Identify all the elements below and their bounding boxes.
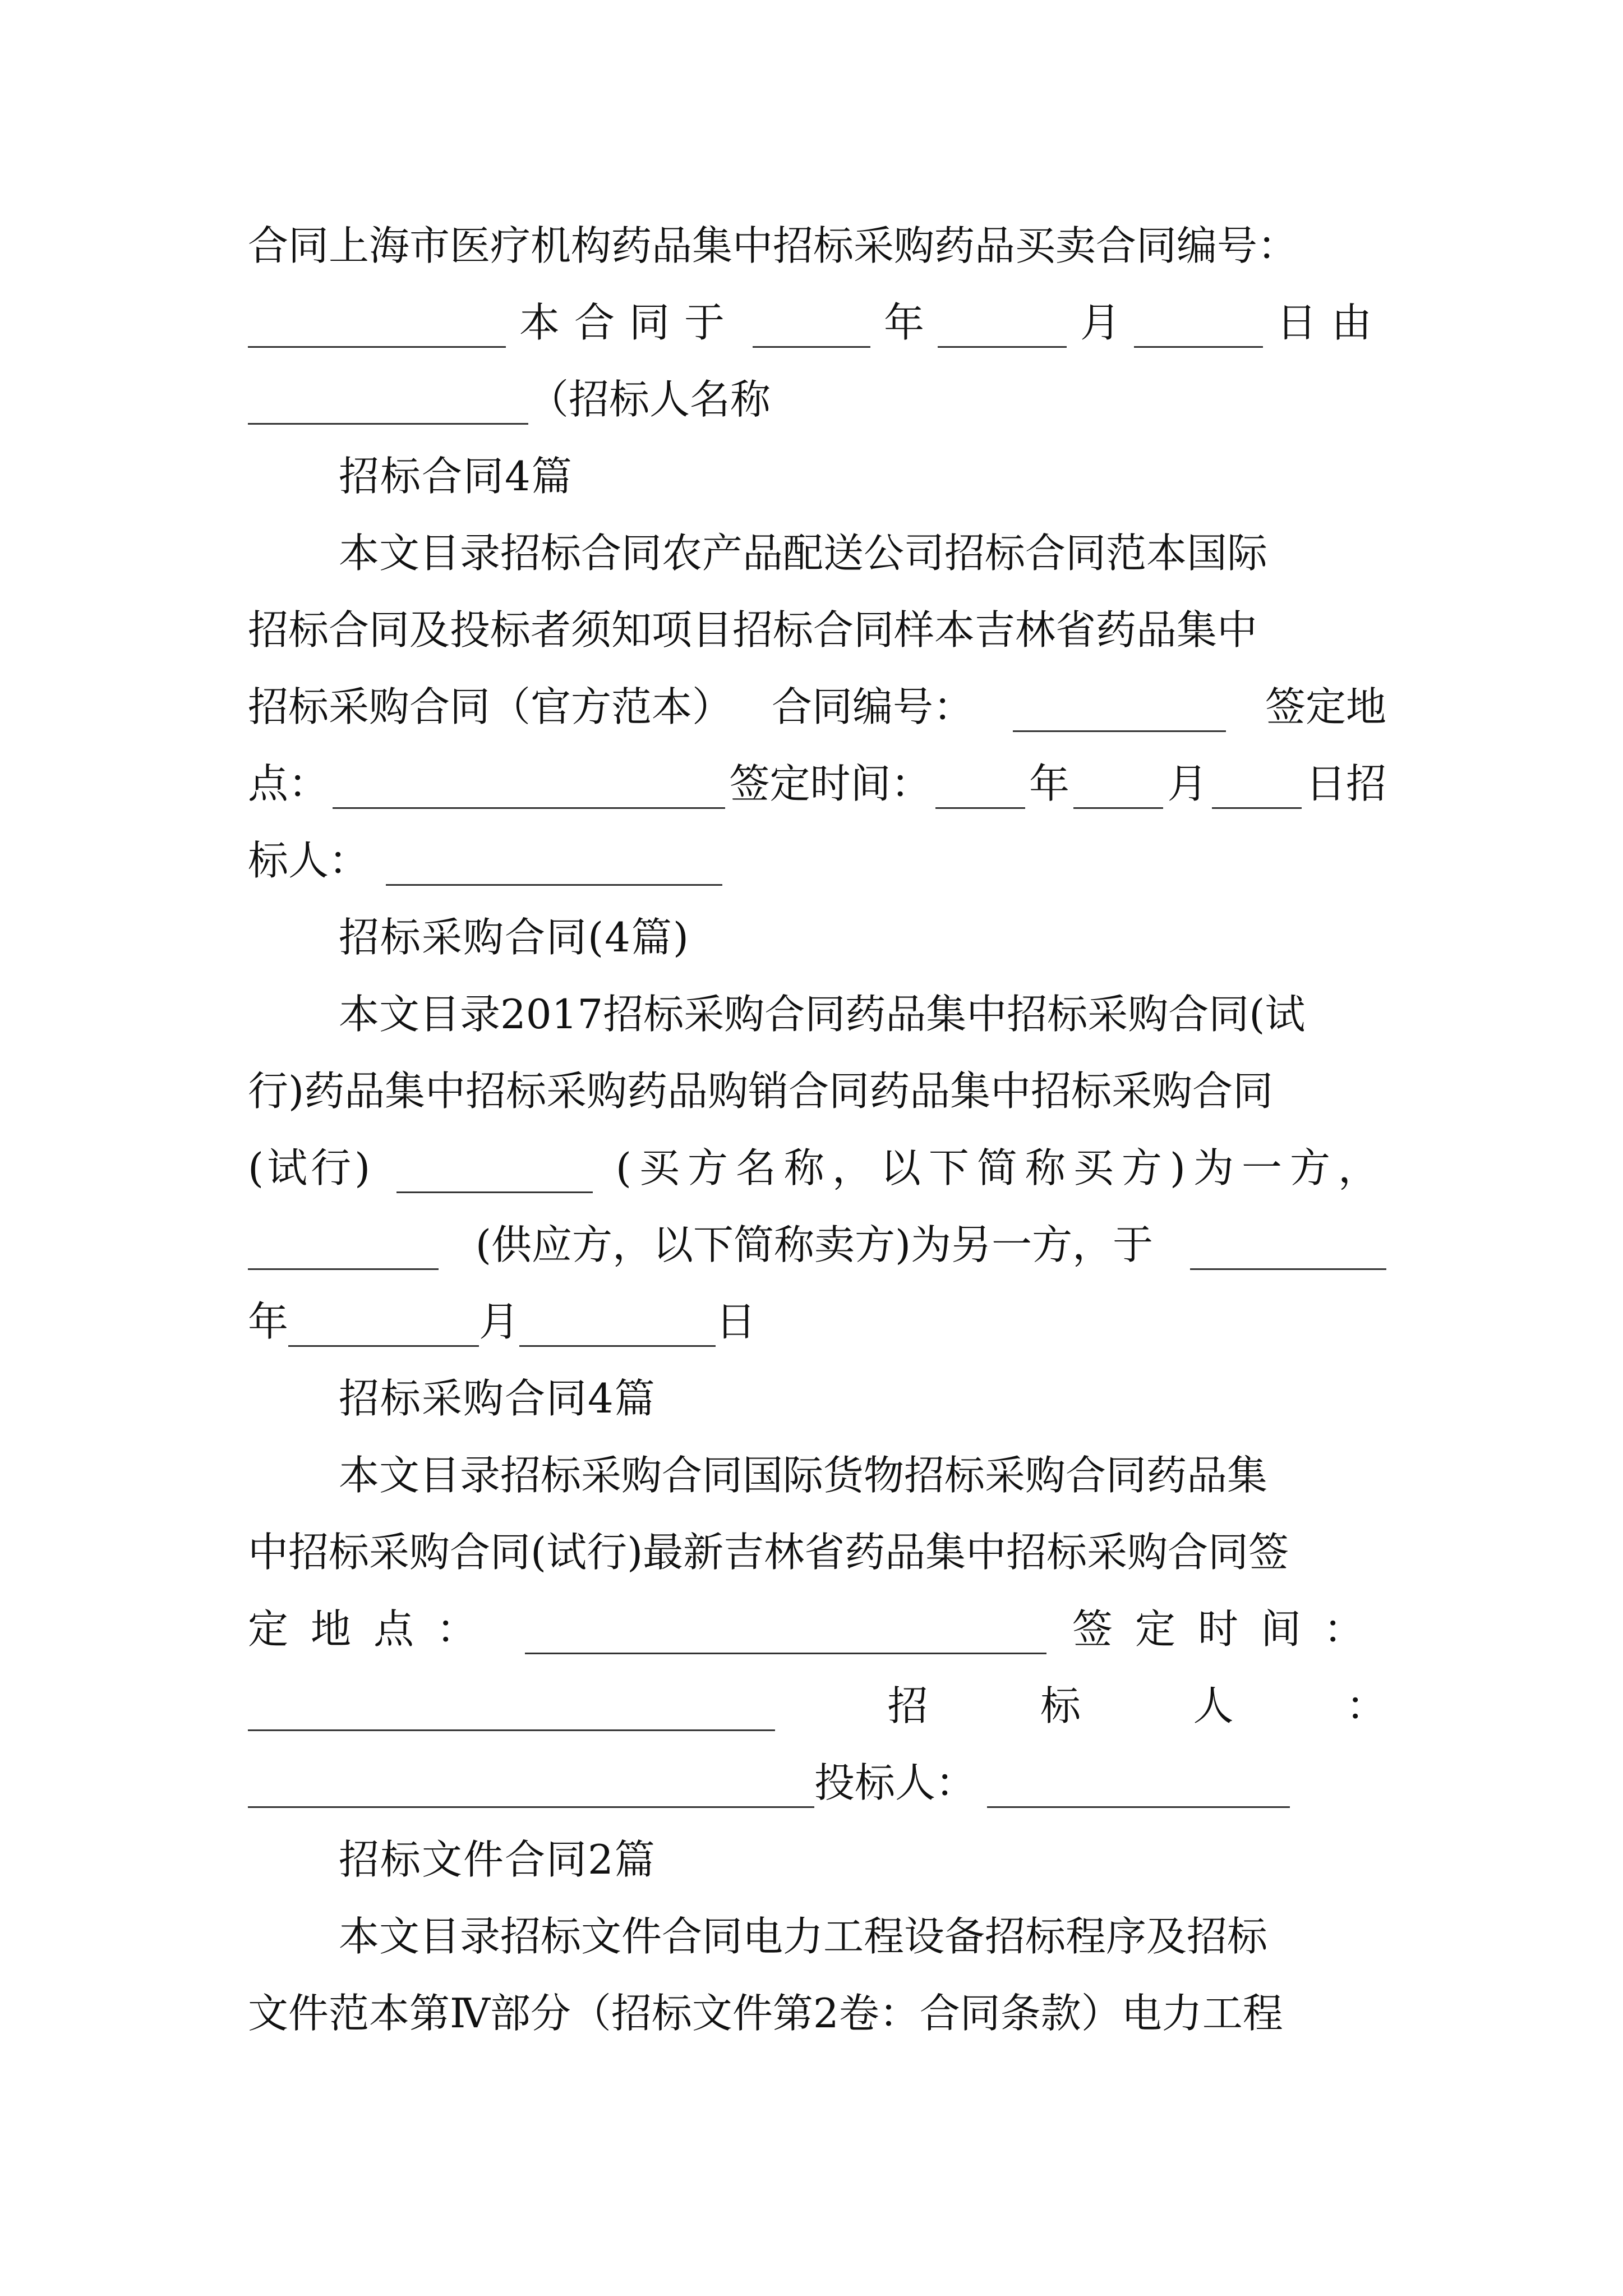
text-fragment: 人 <box>1193 1682 1234 1729</box>
blank-line <box>248 1220 439 1270</box>
paragraph-line <box>248 1743 1386 1822</box>
text-fragment: (供应方，以下简称卖方)为另一方，于 <box>475 1221 1154 1268</box>
text-fragment: 投标人： <box>814 1759 976 1806</box>
section-heading: 招标采购合同(4篇) <box>339 914 690 961</box>
paragraph-line: 行)药品集中招标采购药品购销合同药品集中招标采购合同 <box>248 1068 1274 1115</box>
blank-line <box>1134 298 1263 348</box>
blank-line <box>987 1758 1290 1808</box>
blank-line <box>248 1758 814 1808</box>
blank-line <box>519 1297 716 1347</box>
paragraph-line: 招标合同及投标者须知项目招标合同样本吉林省药品集中 <box>248 606 1258 654</box>
paragraph-line: 中招标采购合同(试行)最新吉林省药品集中招标采购合同签 <box>248 1529 1289 1576</box>
paragraph-line <box>248 821 1386 900</box>
text-line <box>248 360 1386 439</box>
section-heading: 招标采购合同4篇 <box>339 1375 656 1422</box>
paragraph-line <box>248 1129 1386 1207</box>
text-fragment: 本合同于 <box>519 299 739 346</box>
text-fragment: （招标人名称 <box>528 376 771 423</box>
paragraph-line <box>248 668 1386 746</box>
paragraph-line <box>248 1282 1386 1361</box>
text-fragment: (买方名称，以下简称买方)为一方， <box>615 1144 1386 1191</box>
blank-line <box>333 759 725 809</box>
blank-line <box>938 298 1067 348</box>
paragraph-line <box>248 1590 1386 1668</box>
paragraph-line: 本文目录招标合同农产品配送公司招标合同范本国际 <box>339 530 1268 577</box>
text-fragment: 标 <box>1040 1682 1081 1729</box>
text-fragment: 年 <box>248 1298 289 1345</box>
text-fragment: 日 <box>716 1298 757 1345</box>
paragraph-line <box>248 1205 1386 1284</box>
blank-line <box>248 375 528 425</box>
text-fragment: 签定时间： <box>729 760 932 807</box>
paragraph-line: 文件范本第Ⅳ部分（招标文件第2卷：合同条款）电力工程 <box>248 1990 1283 2037</box>
text-fragment: 标人： <box>248 837 370 884</box>
paragraph-line: 本文目录招标文件合同电力工程设备招标程序及招标 <box>339 1913 1268 1960</box>
text-fragment: 签定地 <box>1265 683 1386 730</box>
blank-line <box>288 1297 479 1347</box>
blank-line <box>248 298 506 348</box>
section-heading: 招标文件合同2篇 <box>339 1836 656 1883</box>
blank-line <box>396 1143 593 1193</box>
text-fragment: 年 <box>1029 760 1069 807</box>
blank-line <box>1013 682 1226 732</box>
paragraph-line: 本文目录2017招标采购合同药品集中招标采购合同(试 <box>339 991 1306 1038</box>
text-fragment: ： <box>1345 1682 1386 1729</box>
blank-line <box>1190 1220 1386 1270</box>
text-fragment: 日招 <box>1305 760 1386 807</box>
text-fragment: 合同编号： <box>772 683 974 730</box>
paragraph-line <box>248 1667 1386 1745</box>
blank-line <box>1212 759 1302 809</box>
section-heading: 招标合同4篇 <box>339 453 573 500</box>
blank-line <box>386 836 722 886</box>
blank-line <box>753 298 870 348</box>
text-fragment: 月 <box>479 1298 520 1345</box>
text-fragment: 签定时间： <box>1072 1605 1386 1653</box>
text-fragment: 招标采购合同（官方范本） <box>248 683 733 730</box>
text-fragment: 年 <box>883 299 924 346</box>
text-fragment: 点： <box>248 760 329 807</box>
blank-line <box>525 1604 1046 1654</box>
text-fragment: 定地点： <box>248 1605 500 1653</box>
text-fragment: 日由 <box>1276 299 1386 346</box>
text-line <box>248 206 1386 285</box>
blank-line <box>248 1681 775 1731</box>
paragraph-line: 本文目录招标采购合同国际货物招标采购合同药品集 <box>339 1452 1268 1499</box>
blank-line <box>935 759 1025 809</box>
text-fragment: 招 <box>887 1682 928 1729</box>
paragraph-line <box>248 744 1386 823</box>
text-line <box>248 283 1386 362</box>
text-fragment: 月 <box>1080 299 1121 346</box>
text-fragment: 月 <box>1167 760 1208 807</box>
text-fragment: (试行) <box>248 1144 374 1191</box>
contract-title-line: 合同上海市医疗机构药品集中招标采购药品买卖合同编号： <box>248 222 1298 269</box>
blank-line <box>1073 759 1163 809</box>
